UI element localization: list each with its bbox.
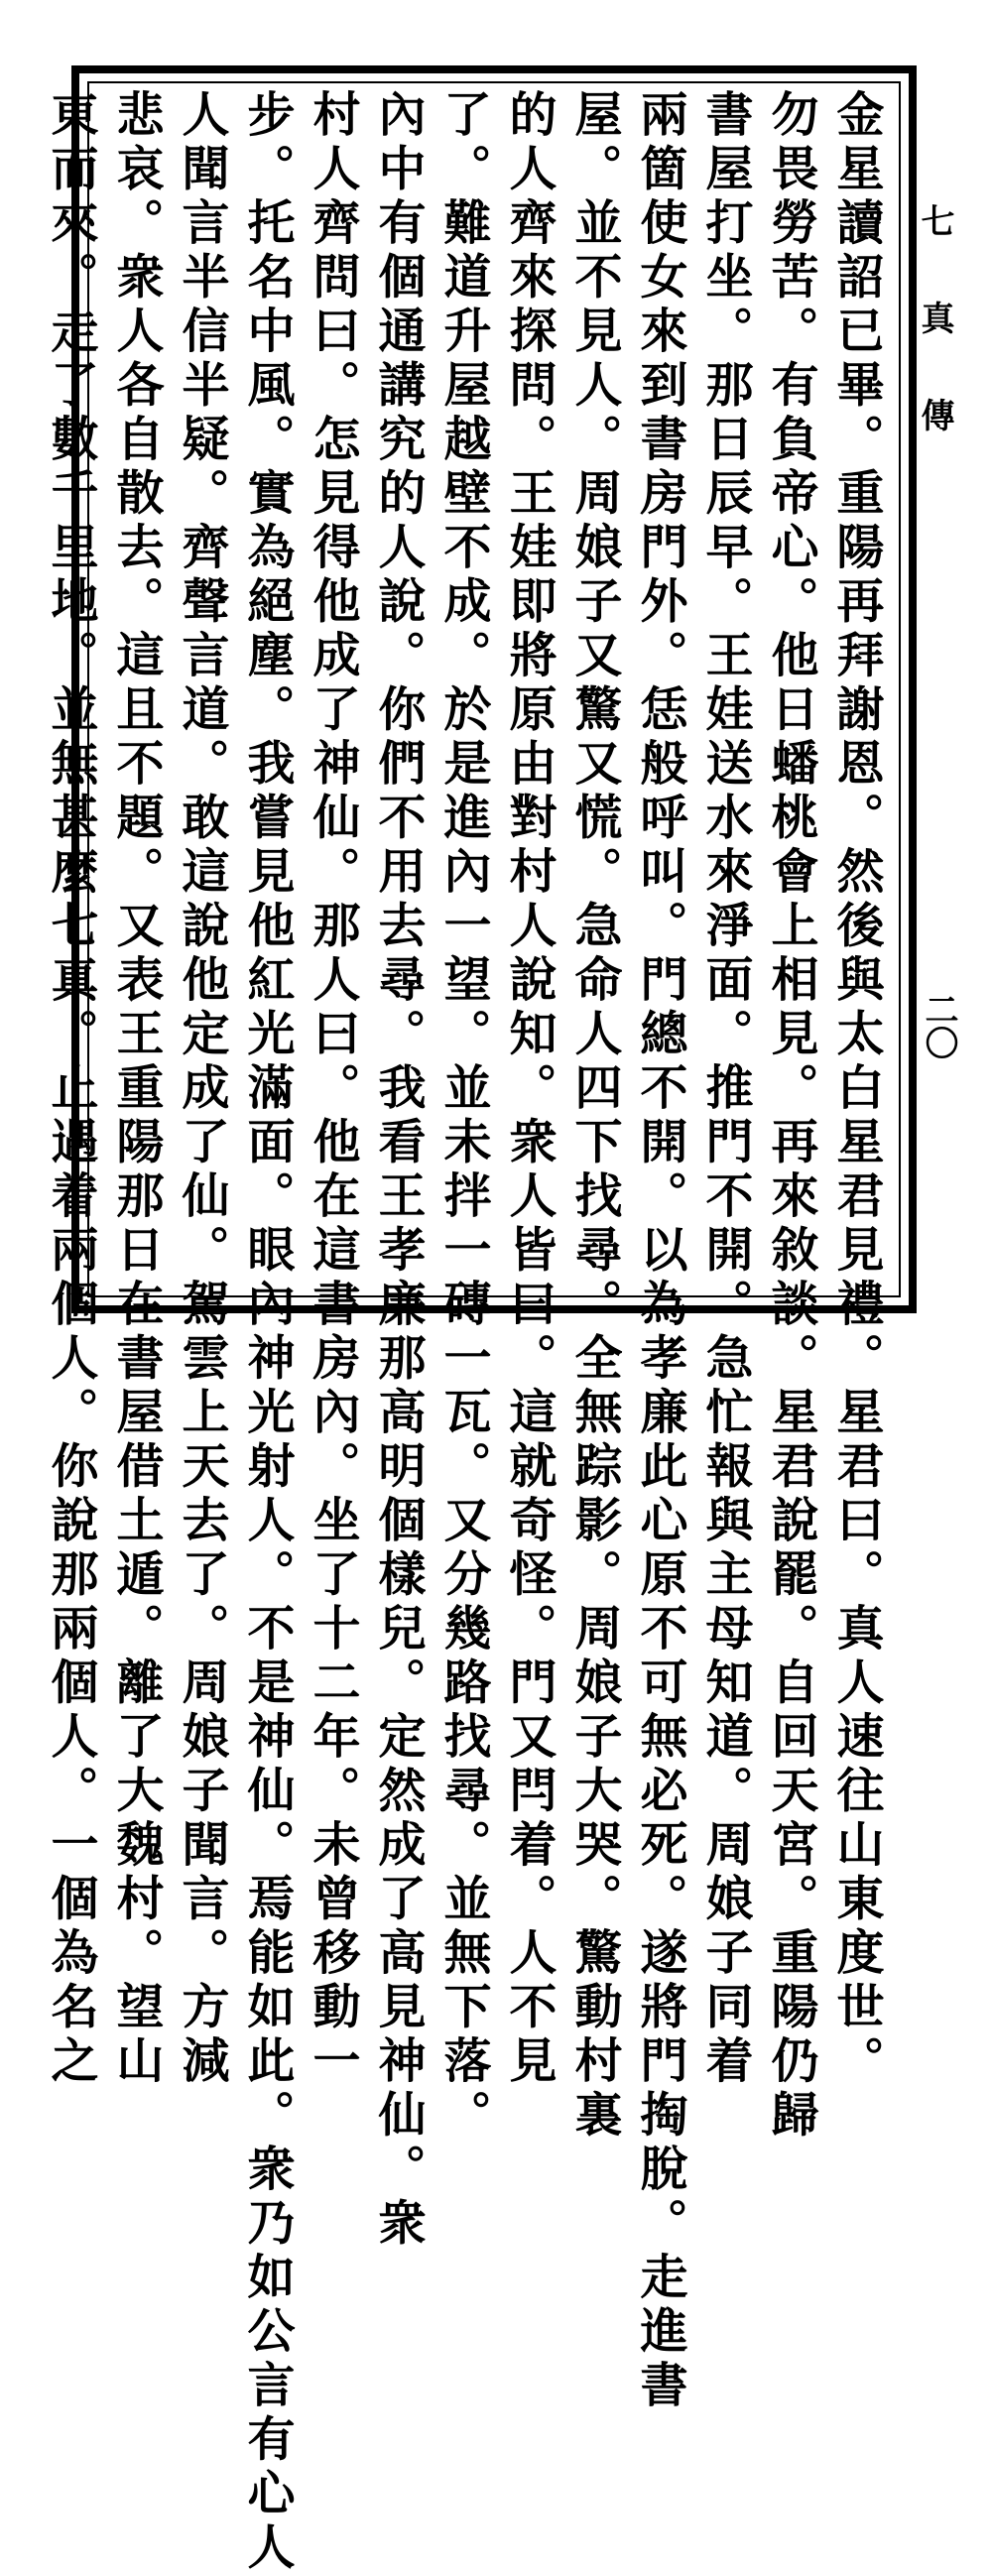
text-column: 的人齊來探問。王娃即將原由對村人說知。衆人皆曰。這就奇怪。門又閂着。人不見 xyxy=(501,89,557,2090)
text-column: 村人齊問曰。怎見得他成了神仙。那人曰。他在這書房內。坐了十二年。未曾移動一 xyxy=(305,89,360,2090)
text-column: 步。托名中風。實為絕塵。我嘗見他紅光滿面。眼內神光射人。不是神仙。焉能如此。衆乃如公言有心人 xyxy=(239,89,295,2576)
book-title: 七真傳 xyxy=(915,203,954,495)
text-column: 悲哀。衆人各自散去。這且不題。又表王重陽那日在書屋借土遁。離了大魏村。望山 xyxy=(108,89,164,2090)
vertical-text-body xyxy=(43,89,889,2576)
text-column: 了。難道升屋越壁不成。於是進內一望。並未拌一磚一瓦。又分幾路找尋。並無下落。 xyxy=(435,89,491,2144)
text-column: 兩箇使女來到書房門外。恁般呼叫。門總不開。以為孝廉此心原不可無必死。遂將門掏脫。走進書 xyxy=(632,89,687,2414)
text-column: 人聞言半信半疑。齊聲言道。敢這說他定成了仙。駕雲上天去了。周娘子聞言。方減 xyxy=(174,89,229,2090)
text-column: 東而來。走了數千里地。並無甚麼七真。止遇着兩個人。你說那兩個人。一個為名之 xyxy=(43,89,98,2090)
page-number: 二〇 xyxy=(919,992,958,1059)
text-column: 金星讀詔已畢。重陽再拜謝恩。然後與太白星君見禮。星君曰。真人速往山東度世。 xyxy=(828,89,884,2090)
text-column: 勿畏勞苦。有負帝心。他日蟠桃會上相見。再來敘談。星君說罷。自回天宮。重陽仍歸 xyxy=(763,89,818,2144)
text-column: 屋。並不見人。周娘子又驚又慌。急命人四下找尋。全無踪影。周娘子大哭。驚動村裏 xyxy=(566,89,622,2144)
text-column: 內中有個通講究的人說。你們不用去尋。我看王孝廉那高明個樣兒。定然成了高見神仙。衆 xyxy=(370,89,426,2252)
text-column: 書屋打坐。那日辰早。王娃送水來淨面。推門不開。急忙報與主母知道。周娘子同着 xyxy=(697,89,753,2090)
